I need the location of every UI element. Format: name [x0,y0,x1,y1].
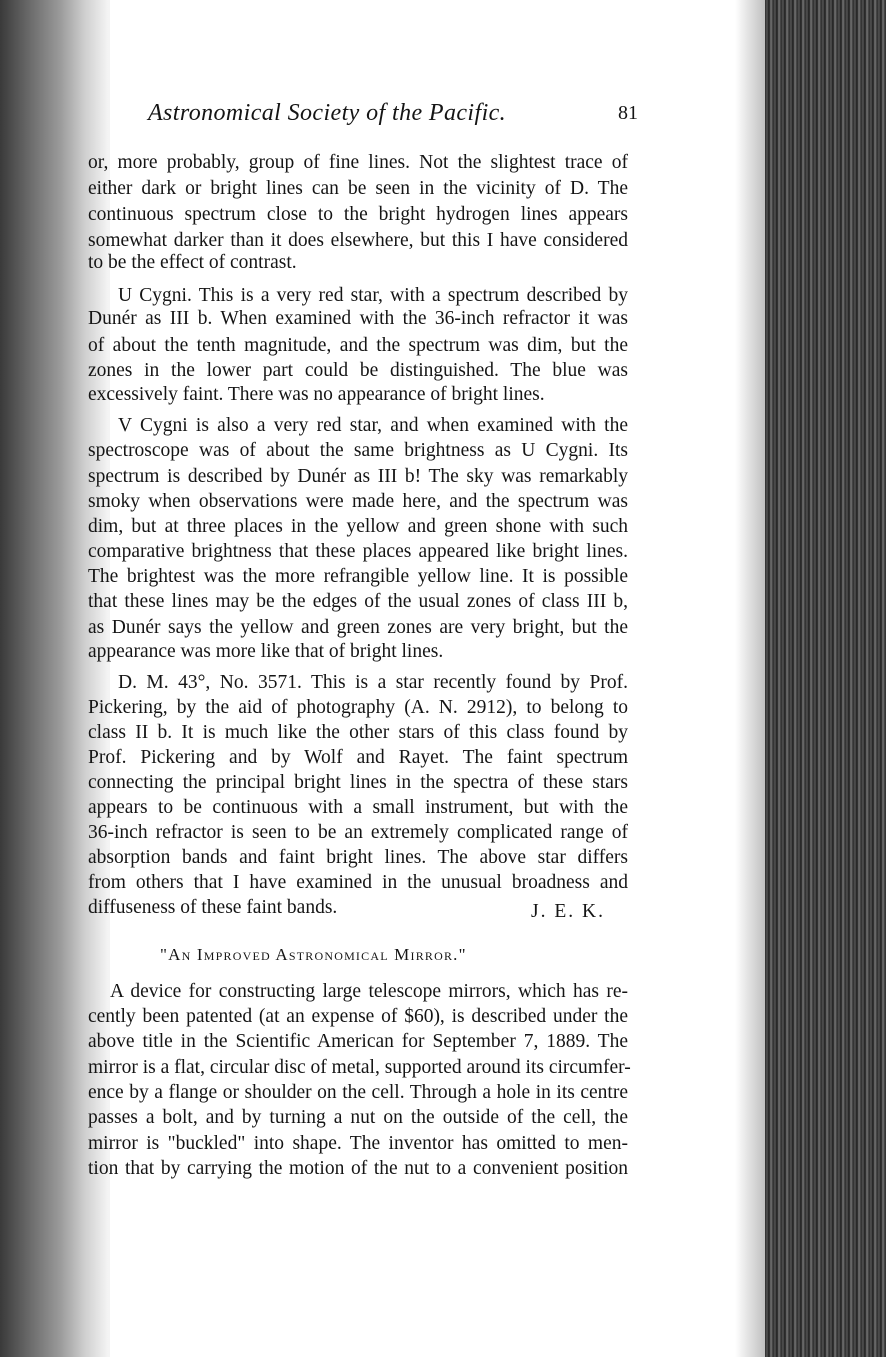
text-line: of about the tenth magnitude, and the spectrum was dim, but the [88,335,628,356]
text-line: ence by a flange or shoulder on the cell. Through a hole in its centre [88,1082,628,1103]
text-line: from others that I have examined in the unusual broadness and [88,872,628,893]
book-page-edges [765,0,886,1357]
text-line: to be the effect of contrast. [88,252,297,273]
text-line: The brightest was the more refrangible yellow line. It is possible [88,566,628,587]
page-edge-shadow [735,0,767,1357]
text-line: either dark or bright lines can be seen in the vicinity of D. The [88,178,628,199]
text-line: Prof. Pickering and by Wolf and Rayet. The faint spectrum [88,747,628,768]
text-line: somewhat darker than it does elsewhere, but this I have considered [88,230,628,251]
text-line: spectrum is described by Dunér as III b! The sky was remarkably [88,466,628,487]
text-line: or, more probably, group of fine lines. Not the slightest trace of [88,152,628,173]
page-number: 81 [618,102,638,124]
text-line: that these lines may be the edges of the usual zones of class III b, [88,591,628,612]
text-line: mirror is "buckled" into shape. The inventor has omitted to men- [88,1133,628,1154]
text-line: excessively faint. There was no appearance of bright lines. [88,384,545,405]
text-line: Dunér as III b. When examined with the 36-inch refractor it was [88,308,628,329]
text-line: dim, but at three places in the yellow and green shone with such [88,516,628,537]
text-line: continuous spectrum close to the bright hydrogen lines appears [88,204,628,225]
text-line: absorption bands and faint bright lines. The above star differs [88,847,628,868]
section-title: "An Improved Astronomical Mirror." [160,945,467,964]
text-line: as Dunér says the yellow and green zones are very bright, but the [88,617,628,638]
text-line: A device for constructing large telescope mirrors, which has re- [110,981,628,1002]
page-header [148,100,638,134]
text-line: above title in the Scientific American for September 7, 1889. The [88,1031,628,1052]
text-line: diffuseness of these faint bands. [88,897,338,918]
text-line: zones in the lower part could be distinguished. The blue was [88,360,628,381]
text-line: appears to be continuous with a small instrument, but with the [88,797,628,818]
text-line: Pickering, by the aid of photography (A. N. 2912), to belong to [88,697,628,718]
text-line: cently been patented (at an expense of $60), is described under the [88,1006,628,1027]
text-line: connecting the principal bright lines in the spectra of these stars [88,772,628,793]
text-line: 36-inch refractor is seen to be an extremely complicated range of [88,822,628,843]
text-line: comparative brightness that these places appeared like bright lines. [88,541,628,562]
text-line: spectroscope was of about the same brightness as U Cygni. Its [88,440,628,461]
running-title: Astronomical Society of the Pacific. [148,100,507,126]
text-line: tion that by carrying the motion of the nut to a convenient position [88,1158,628,1179]
text-line: mirror is a flat, circular disc of metal, supported around its circumfer- [88,1057,631,1078]
text-line: class II b. It is much like the other stars of this class found by [88,722,628,743]
text-line: V Cygni is also a very red star, and when examined with the [118,415,628,436]
text-line: passes a bolt, and by turning a nut on the outside of the cell, the [88,1107,628,1128]
text-line: U Cygni. This is a very red star, with a spectrum described by [118,285,628,306]
text-line: appearance was more like that of bright lines. [88,641,444,662]
text-line: smoky when observations were made here, and the spectrum was [88,491,628,512]
author-signature: J. E. K. [531,901,605,922]
text-line: D. M. 43°, No. 3571. This is a star recently found by Prof. [118,672,628,693]
